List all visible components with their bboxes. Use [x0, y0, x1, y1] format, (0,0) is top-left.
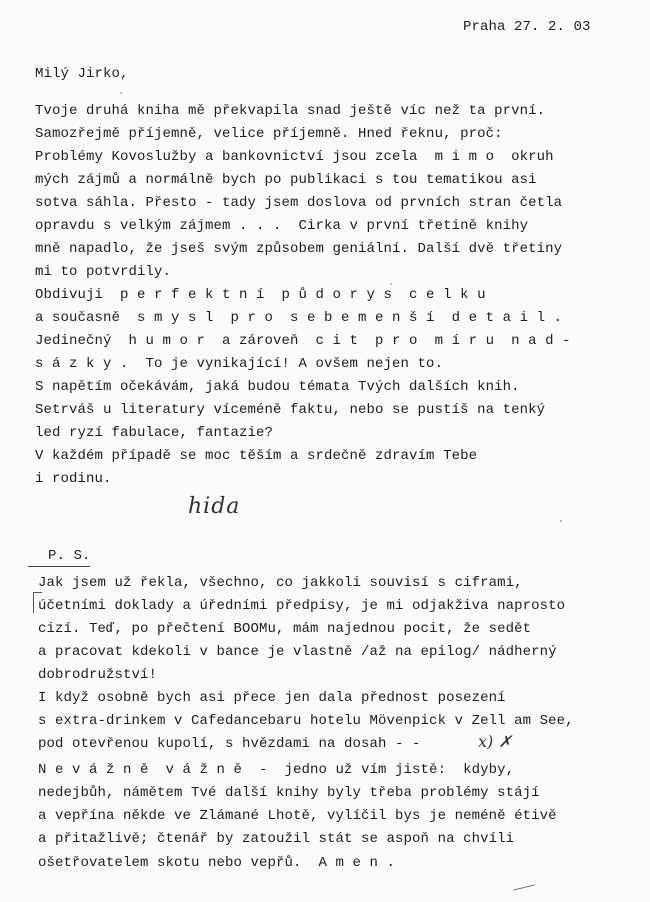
body-line: Jedinečný h u m o r a zároveň c i t p r o m í r u n a d -	[35, 333, 571, 349]
ps-line: nedejbůh, námětem Tvé další knihy byly třeba problémy stájí	[38, 785, 540, 801]
body-line: mi to potvrdily.	[35, 264, 172, 280]
ps-label: P. S.	[48, 548, 91, 564]
body-line: Tvoje druhá kniha mě překvapila snad ještě víc než ta první.	[35, 103, 546, 119]
body-line: led ryzí fabulace, fantazie?	[35, 425, 274, 441]
ps-line: dobrodružství!	[38, 667, 158, 683]
handwritten-note-mark: x) ✗	[478, 732, 512, 751]
paper-speck	[560, 520, 562, 522]
ps-line: a přitažlivě; čtenář by zatoužil stát se aspoň na chvíli	[38, 831, 515, 847]
body-line: Setrváš u literatury víceméně faktu, nebo se pustíš na tenký	[35, 402, 546, 418]
body-line: Samozřejmě příjemně, velice příjemně. Hned řeknu, proč:	[35, 126, 503, 142]
paper-speck	[390, 283, 392, 285]
handwritten-signature: hida	[188, 494, 241, 519]
ps-line: a vepřína někde ve Zlámané Lhotě, vylíčil bys je neméně étivě	[38, 808, 557, 824]
ps-line: s extra-drinkem v Cafedancebaru hotelu Mövenpick v Zell am See,	[38, 713, 574, 729]
paper-speck	[120, 92, 122, 94]
body-line: V každém případě se moc těším a srdečně zdravím Tebe	[35, 448, 478, 464]
body-line: mně napadlo, že jseš svým způsobem geniální. Další dvě třetiny	[35, 241, 563, 257]
body-line: Obdivuji p e r f e k t n í p ů d o r y s c e l k u	[35, 287, 486, 303]
body-line: mých zájmů a normálně bych po publikaci s tou tematikou asi	[35, 172, 537, 188]
ps-line: účetními doklady a úředními předpisy, je mi odjakživa naprosto	[38, 598, 566, 614]
ps-line: N e v á ž n ě v á ž n ě - jedno už vím jistě: kdyby,	[38, 762, 515, 778]
body-line: s á z k y . To je vynikající! A ovšem nejen to.	[35, 356, 444, 372]
ps-line: Jak jsem už řekla, všechno, co jakkoli souvisí s ciframi,	[38, 575, 523, 591]
ps-line: pod otevřenou kupolí, s hvězdami na dosah - -	[38, 736, 421, 752]
body-line: S napětím očekávám, jaká budou témata Tvých dalších knih.	[35, 379, 520, 395]
ps-line: ošetřovatelem skotu nebo vepřů. A m e n .	[38, 855, 396, 871]
body-line: opravdu s velkým zájmem . . . Cirka v první třetině knihy	[35, 218, 529, 234]
ps-underline	[28, 566, 90, 567]
body-line: Problémy Kovoslužby a bankovnictví jsou zcela m i m o okruh	[35, 149, 554, 165]
letter-greeting: Milý Jirko,	[35, 66, 129, 82]
letter-date: Praha 27. 2. 03	[463, 19, 591, 35]
ps-line: I když osobně bych asi přece jen dala přednost posezení	[38, 690, 506, 706]
stray-pen-mark	[513, 884, 535, 890]
body-line: sotva sáhla. Přesto - tady jsem doslova od prvních stran četla	[35, 195, 563, 211]
body-line: a současně s m y s l p r o s e b e m e n š í d e t a i l .	[35, 310, 563, 326]
body-line: i rodinu.	[35, 471, 112, 487]
ps-line: cizí. Teď, po přečtení BOOMu, mám najednou pocit, že sedět	[38, 621, 532, 637]
ps-line: a pracovat kdekoli v bance je vlastně /až na epilog/ nádherný	[38, 644, 557, 660]
